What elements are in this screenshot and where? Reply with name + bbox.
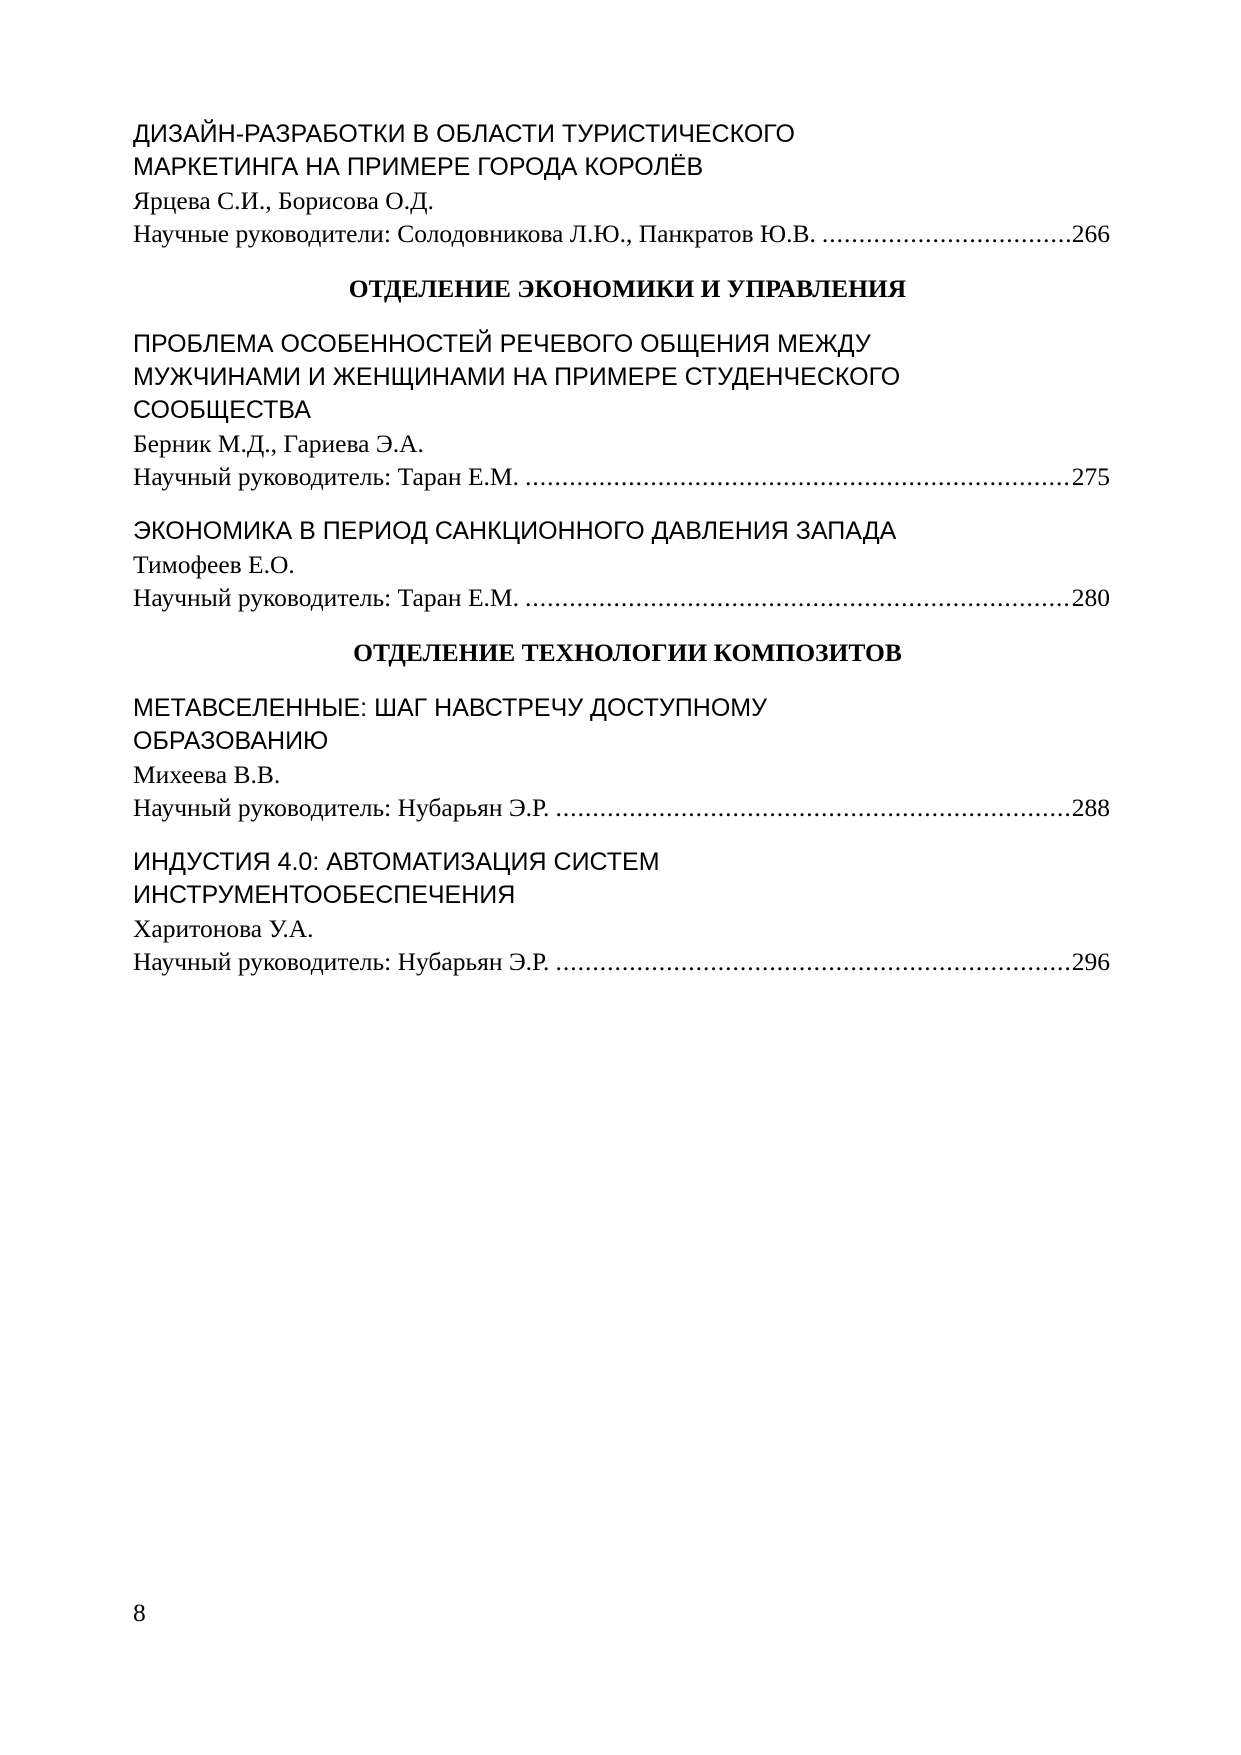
entry-supervisor: Научный руководитель: Таран Е.М. [133,583,519,612]
toc-entry [133,118,1110,250]
entry-title-line: ПРОБЛЕМА ОСОБЕННОСТЕЙ РЕЧЕВОГО ОБЩЕНИЯ МЕЖДУ [133,330,871,358]
entry-supervisor: Научные руководители: Солодовникова Л.Ю., Панкратов Ю.В. [133,219,816,248]
dot-leader [525,581,1070,614]
entry-page-number: 288 [1071,793,1110,822]
toc-entry [133,692,1110,824]
toc-entry [133,328,1110,493]
entry-page-number: 266 [1071,219,1110,248]
dot-leader [555,791,1069,824]
entry-title-line: МЕТАВСЕЛЕННЫЕ: ШАГ НАВСТРЕЧУ ДОСТУПНОМУ [133,694,767,722]
entry-title-line: ОБРАЗОВАНИЮ [133,727,329,755]
entry-authors: Харитонова У.А. [133,914,314,943]
entry-supervisor: Научный руководитель: Нубарьян Э.Р. [133,947,550,976]
entry-title-line: ЭКОНОМИКА В ПЕРИОД САНКЦИОННОГО ДАВЛЕНИЯ ЗАПАДА [133,517,897,545]
entry-page-number: 275 [1071,462,1110,491]
entry-title-line: СООБЩЕСТВА [133,396,311,424]
entry-supervisor-line [133,217,1110,250]
entry-authors: Берник М.Д., Гариева Э.А. [133,429,424,458]
entry-supervisor: Научный руководитель: Нубарьян Э.Р. [133,793,550,822]
entry-supervisor: Научный руководитель: Таран Е.М. [133,462,519,491]
entry-authors: Михеева В.В. [133,760,281,789]
entry-page-number: 296 [1071,947,1110,976]
entry-title-line: ИНДУСТИЯ 4.0: АВТОМАТИЗАЦИЯ СИСТЕМ [133,848,660,876]
entry-title-line: МУЖЧИНАМИ И ЖЕНЩИНАМИ НА ПРИМЕРЕ СТУДЕНЧЕСКОГО [133,363,901,391]
dot-leader [822,217,1070,250]
entry-authors: Ярцева С.И., Борисова О.Д. [133,186,434,215]
page-number: 8 [133,1598,146,1627]
entry-supervisor-line [133,460,1110,493]
entry-title-line: ИНСТРУМЕНТООБЕСПЕЧЕНИЯ [133,881,516,909]
entry-supervisor-line [133,791,1110,824]
entry-title-line: ДИЗАЙН-РАЗРАБОТКИ В ОБЛАСТИ ТУРИСТИЧЕСКОГО [133,120,795,148]
entry-supervisor-line [133,581,1110,614]
section-heading: ОТДЕЛЕНИЕ ЭКОНОМИКИ И УПРАВЛЕНИЯ [348,274,907,303]
dot-leader [555,945,1069,978]
dot-leader [525,460,1070,493]
table-of-contents [133,118,1110,978]
entry-supervisor-line [133,945,1110,978]
entry-title-line: МАРКЕТИНГА НА ПРИМЕРЕ ГОРОДА КОРОЛЁВ [133,153,704,181]
section-heading: ОТДЕЛЕНИЕ ТЕХНОЛОГИИ КОМПОЗИТОВ [353,638,902,667]
entry-page-number: 280 [1071,583,1110,612]
toc-entry [133,846,1110,978]
entry-authors: Тимофеев Е.О. [133,550,295,579]
toc-entry [133,515,1110,614]
